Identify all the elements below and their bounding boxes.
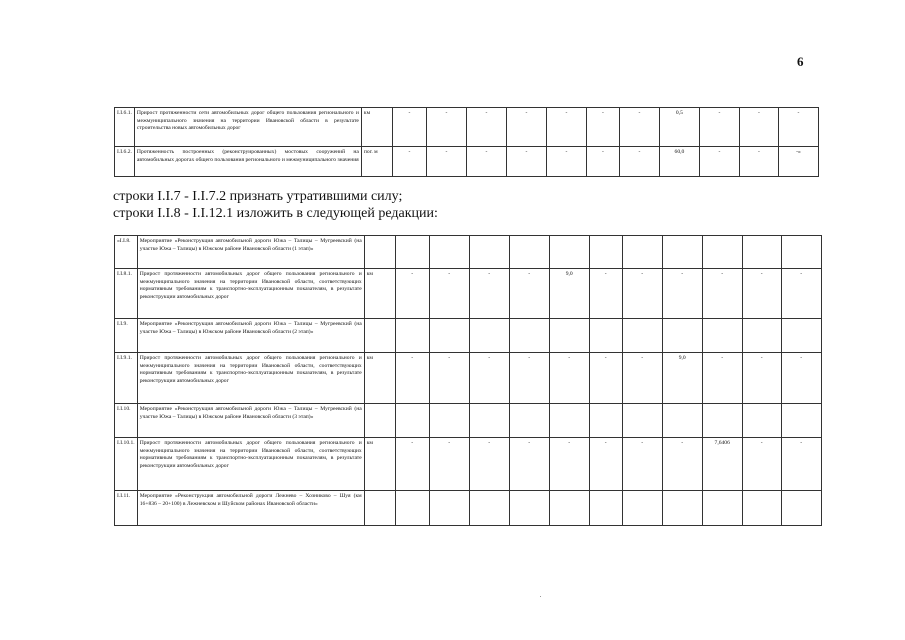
indicator-name: Мероприятие «Реконструкция автомобильной дороги Южа – Талицы – Мугреевский (на участке Южа – Талицы) в Южском районе Ивановской области (2 этап)» xyxy=(137,319,364,353)
value-cell: 60,0 xyxy=(659,147,699,177)
unit-cell: км xyxy=(361,108,392,147)
unit-cell: км xyxy=(364,269,395,319)
value-cell xyxy=(589,491,622,526)
value-cell xyxy=(549,236,589,269)
value-cell xyxy=(662,404,702,438)
value-cell xyxy=(702,404,742,438)
value-cell xyxy=(509,236,549,269)
value-cell: - xyxy=(699,108,739,147)
value-cell xyxy=(781,491,821,526)
value-cell xyxy=(742,319,781,353)
value-cell xyxy=(469,319,509,353)
value-cell: 9,0 xyxy=(549,269,589,319)
scan-speck xyxy=(540,596,541,597)
value-cell xyxy=(622,404,662,438)
value-cell xyxy=(549,404,589,438)
value-cell xyxy=(395,404,429,438)
unit-cell xyxy=(364,236,395,269)
value-cell: - xyxy=(586,147,619,177)
value-cell: - xyxy=(742,269,781,319)
table-row xyxy=(115,147,819,177)
value-cell: - xyxy=(392,147,426,177)
unit-cell: км xyxy=(364,353,395,404)
unit-cell xyxy=(364,319,395,353)
value-cell xyxy=(589,236,622,269)
indicator-name: Прирост протяженности сети автомобильных дорог общего пользования регионального и межмуниципального значения на территории Ивановской области в результате строительства новых автомобильных дорог xyxy=(134,108,361,147)
value-cell: - xyxy=(466,147,506,177)
table-row xyxy=(115,404,822,438)
value-cell: - xyxy=(781,353,821,404)
value-cell: - xyxy=(426,108,466,147)
value-cell: - xyxy=(781,438,821,491)
value-cell: - xyxy=(395,438,429,491)
value-cell: - xyxy=(426,147,466,177)
unit-cell: км xyxy=(364,438,395,491)
value-cell xyxy=(429,404,469,438)
table-row xyxy=(115,491,822,526)
value-cell: - xyxy=(662,438,702,491)
value-cell: - xyxy=(589,438,622,491)
value-cell xyxy=(589,319,622,353)
amendment-line-2: строки I.I.8 - I.I.12.1 изложить в следующей редакции: xyxy=(113,206,438,221)
value-cell: - xyxy=(622,353,662,404)
value-cell: - xyxy=(619,108,659,147)
value-cell: 9,0 xyxy=(662,353,702,404)
value-cell xyxy=(429,491,469,526)
value-cell xyxy=(702,319,742,353)
row-number: I.I.6.2. xyxy=(115,147,135,177)
value-cell xyxy=(395,319,429,353)
page-number: 6 xyxy=(797,54,804,69)
value-cell xyxy=(662,319,702,353)
amendment-line-1: строки I.I.7 - I.I.7.2 признать утратившими силу; xyxy=(113,189,403,204)
table-row xyxy=(115,319,822,353)
value-cell: - xyxy=(395,269,429,319)
value-cell xyxy=(662,491,702,526)
value-cell xyxy=(429,236,469,269)
value-cell: - xyxy=(392,108,426,147)
value-cell xyxy=(589,404,622,438)
value-cell xyxy=(395,236,429,269)
indicator-name: Прирост протяженности автомобильных дорог общего пользования регионального и межмуниципального значения на территории Ивановской области, соответствующих нормативным требованиям к транспортно-эксплуатационным показателям, в результате реконструкции автомобильных дорог xyxy=(137,269,364,319)
value-cell: - xyxy=(778,108,818,147)
value-cell: - xyxy=(586,108,619,147)
value-cell: - xyxy=(739,108,778,147)
unit-cell: пог. м xyxy=(361,147,392,177)
value-cell: - xyxy=(546,108,586,147)
row-number: «I.I.8. xyxy=(115,236,138,269)
value-cell: - xyxy=(781,269,821,319)
value-cell: - xyxy=(509,438,549,491)
value-cell xyxy=(469,404,509,438)
value-cell xyxy=(622,236,662,269)
table-row xyxy=(115,269,822,319)
indicators-table-top xyxy=(114,107,819,177)
table-row xyxy=(115,438,822,491)
value-cell xyxy=(622,491,662,526)
value-cell: - xyxy=(469,269,509,319)
value-cell xyxy=(549,319,589,353)
value-cell: - xyxy=(589,269,622,319)
value-cell: - xyxy=(622,269,662,319)
indicators-table-bottom xyxy=(114,235,822,526)
row-number: I.I.6.1. xyxy=(115,108,135,147)
value-cell xyxy=(509,404,549,438)
row-number: I.I.9. xyxy=(115,319,138,353)
value-cell: - xyxy=(622,438,662,491)
value-cell xyxy=(469,491,509,526)
table-row xyxy=(115,236,822,269)
value-cell xyxy=(469,236,509,269)
row-number: I.I.11. xyxy=(115,491,138,526)
value-cell: - xyxy=(469,353,509,404)
value-cell: 7,6406 xyxy=(702,438,742,491)
unit-cell xyxy=(364,491,395,526)
value-cell: - xyxy=(506,108,546,147)
value-cell: - xyxy=(742,353,781,404)
row-number: I.I.9.1. xyxy=(115,353,138,404)
value-cell: - xyxy=(429,269,469,319)
row-number: I.I.8.1. xyxy=(115,269,138,319)
row-number: I.I.10.1. xyxy=(115,438,138,491)
value-cell: - xyxy=(589,353,622,404)
value-cell: - xyxy=(469,438,509,491)
table-row xyxy=(115,108,819,147)
value-cell: - xyxy=(702,353,742,404)
value-cell: - xyxy=(549,353,589,404)
value-cell: - xyxy=(509,353,549,404)
indicator-name: Мероприятие «Реконструкция автомобильной дороги Южа – Талицы – Мугреевский (на участке Южа – Талицы) в Южском районе Ивановской области (3 этап)» xyxy=(137,404,364,438)
value-cell: - xyxy=(395,353,429,404)
value-cell xyxy=(742,491,781,526)
value-cell: - xyxy=(662,269,702,319)
value-cell: - xyxy=(429,353,469,404)
value-cell: -» xyxy=(778,147,818,177)
indicator-name: Мероприятие «Реконструкция автомобильной дороги Лежнево – Хозниково – Шуя (км 16+836 – 20+100) в Лежневском и Шуйском районах Ивановской области» xyxy=(137,491,364,526)
value-cell: - xyxy=(739,147,778,177)
value-cell xyxy=(509,319,549,353)
unit-cell xyxy=(364,404,395,438)
value-cell xyxy=(702,236,742,269)
value-cell xyxy=(742,236,781,269)
value-cell: - xyxy=(506,147,546,177)
value-cell: - xyxy=(619,147,659,177)
value-cell: - xyxy=(702,269,742,319)
value-cell xyxy=(781,319,821,353)
value-cell: - xyxy=(742,438,781,491)
value-cell xyxy=(509,491,549,526)
value-cell: - xyxy=(546,147,586,177)
indicator-name: Мероприятие «Реконструкция автомобильной дороги Южа – Талицы – Мугреевский (на участке Южа – Талицы) в Южском районе Ивановской области (1 этап)» xyxy=(137,236,364,269)
value-cell: - xyxy=(509,269,549,319)
indicator-name: Прирост протяженности автомобильных дорог общего пользования регионального и межмуниципального значения на территории Ивановской области, соответствующих нормативным требованиям к транспортно-эксплуатационным показателям, в результате реконструкции автомобильных дорог xyxy=(137,353,364,404)
value-cell xyxy=(429,319,469,353)
row-number: I.I.10. xyxy=(115,404,138,438)
indicator-name: Протяженность построенных (реконструированных) мостовых сооружений на автомобильных дорогах общего пользования регионального и межмуниципального значения xyxy=(134,147,361,177)
value-cell xyxy=(622,319,662,353)
table-row xyxy=(115,353,822,404)
value-cell xyxy=(395,491,429,526)
value-cell: - xyxy=(549,438,589,491)
value-cell xyxy=(549,491,589,526)
value-cell xyxy=(781,404,821,438)
value-cell: - xyxy=(699,147,739,177)
value-cell: 0,5 xyxy=(659,108,699,147)
value-cell xyxy=(781,236,821,269)
indicator-name: Прирост протяженности автомобильных дорог общего пользования регионального и межмуниципального значения на территории Ивановской области, соответствующих нормативным требованиям к транспортно-эксплуатационным показателям, в результате реконструкции автомобильных дорог xyxy=(137,438,364,491)
value-cell: - xyxy=(429,438,469,491)
value-cell xyxy=(702,491,742,526)
value-cell xyxy=(742,404,781,438)
value-cell xyxy=(662,236,702,269)
value-cell: - xyxy=(466,108,506,147)
